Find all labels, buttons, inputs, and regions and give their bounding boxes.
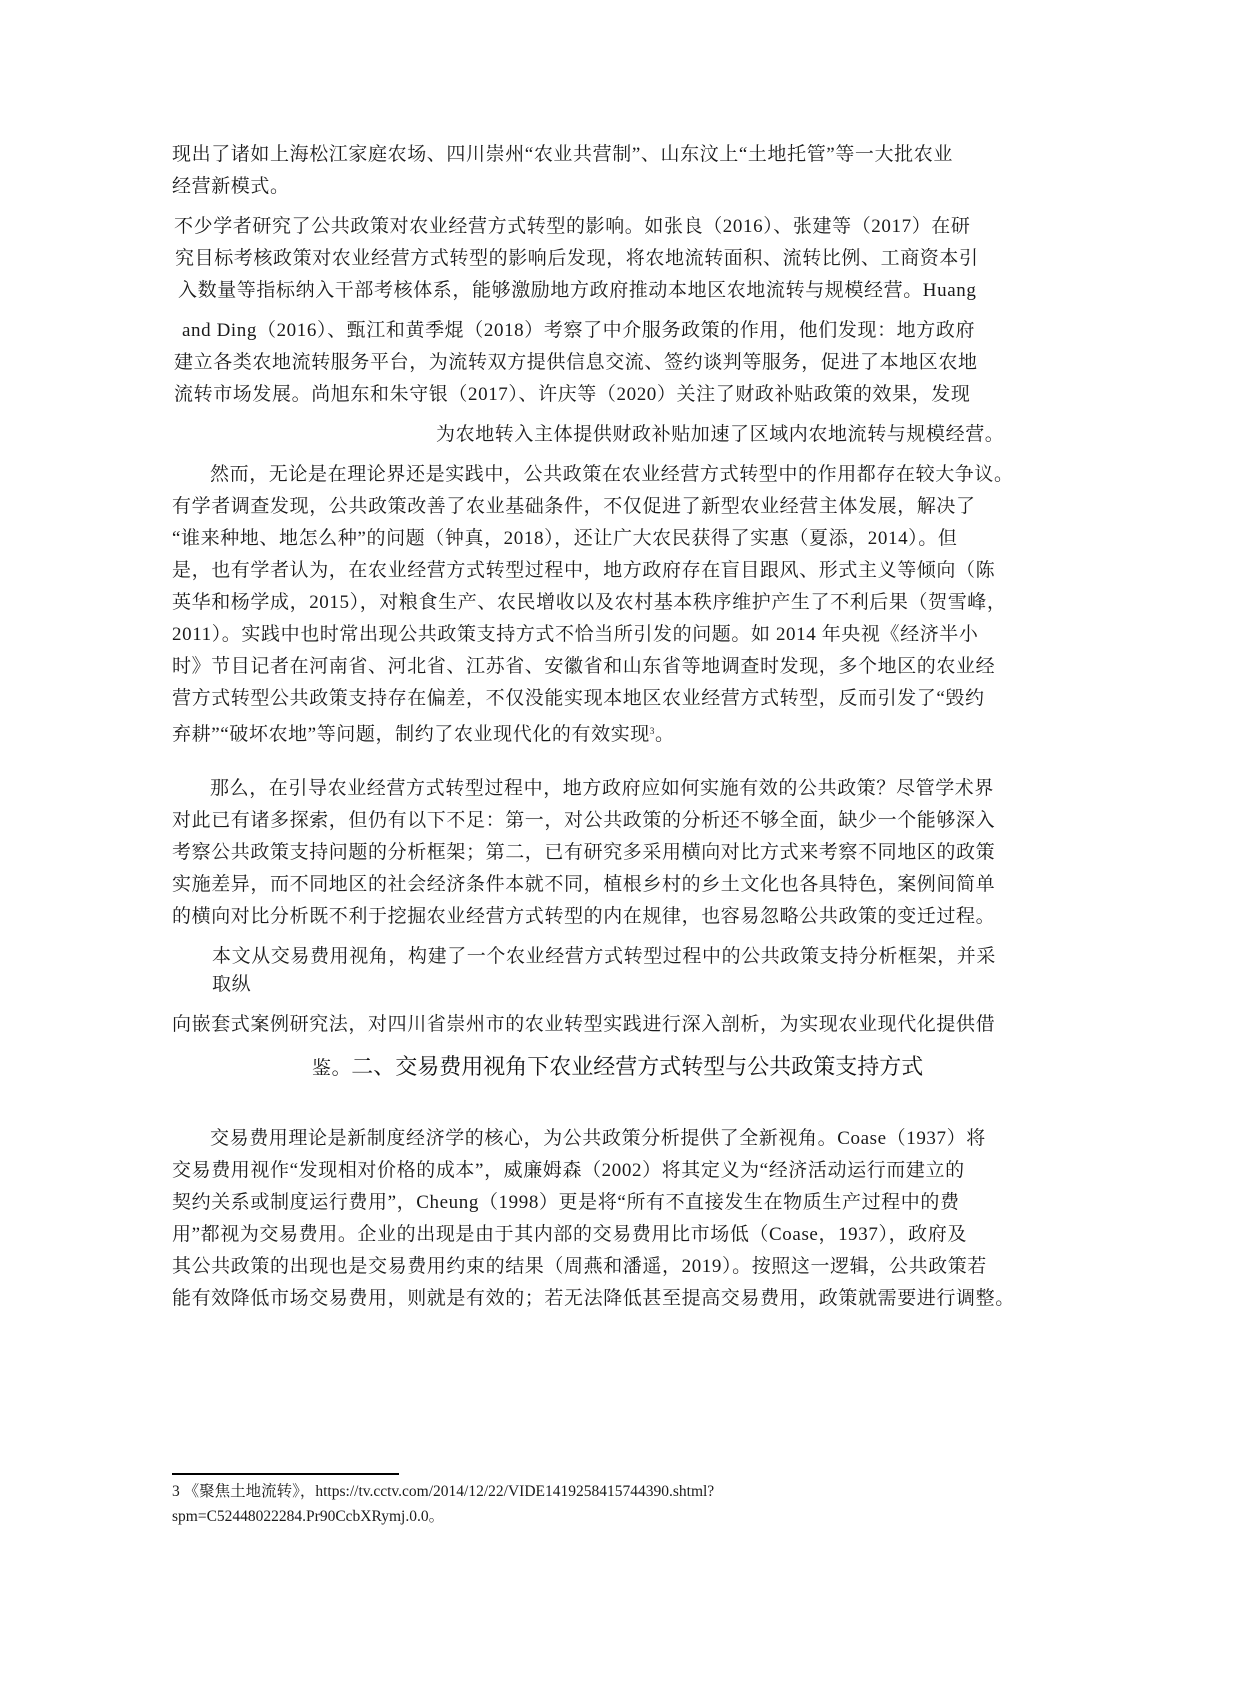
text-line (212, 941, 996, 973)
text-line-content: 为农地转入主体提供财政补贴加速了区域内农地流转与规模经营。 (436, 424, 1005, 445)
text-line (172, 1009, 995, 1041)
text-line (178, 275, 976, 307)
text-line-content: 英华和杨学成，2015），对粮食生产、农民增收以及农村基本秩序维护产生了不利后果（贺雪峰， (172, 592, 1007, 613)
text-line (172, 555, 995, 587)
footnote-line-1: 3 《聚焦土地流转》，https://tv.cctv.com/2014/12/22/VIDE1419258415744390.shtml? (172, 1483, 715, 1500)
footnote-divider (172, 1473, 399, 1475)
text-line-content: 是，也有学者认为，在农业经营方式转型过程中，地方政府存在盲目跟风、形式主义等倾向（陈 (172, 560, 996, 581)
text-line-content: 弃耕”“破坏农地”等问题，制约了农业现代化的有效实现 (172, 724, 650, 745)
text-line (172, 651, 995, 683)
text-line-content: 2011）。实践中也时常出现公共政策支持方式不恰当所引发的问题。如 2014 年央视《经济半小 (172, 624, 979, 645)
text-line-content: 然而，无论是在理论界还是实践中，公共政策在农业经营方式转型中的作用都存在较大争议。 (210, 464, 1014, 485)
heading-lead-text: 鉴。 (312, 1058, 352, 1079)
text-line (172, 587, 1007, 619)
text-line-content: 实施差异，而不同地区的社会经济条件本就不同，植根乡村的乡土文化也各具特色，案例间简单 (172, 874, 996, 895)
text-line (172, 837, 995, 869)
text-line (175, 243, 979, 275)
text-line (210, 1123, 986, 1155)
text-line (172, 869, 995, 901)
text-line (172, 715, 675, 751)
text-line-content: 不少学者研究了公共政策对农业经营方式转型的影响。如张良（2016）、张建等（2017）在研 (174, 216, 971, 237)
text-line (172, 1251, 987, 1283)
text-line-content: 究目标考核政策对农业经营方式转型的影响后发现，将农地流转面积、流转比例、工商资本引 (175, 248, 979, 269)
text-line (174, 379, 971, 411)
text-line-content: 经营新模式。 (172, 176, 290, 197)
footnote-ref[interactable]: 3 (649, 726, 656, 736)
text-line (182, 315, 975, 347)
section-title: 二、交易费用视角下农业经营方式转型与公共政策支持方式 (351, 1055, 924, 1080)
text-line-content: “谁来种地、地怎么种”的问题（钟真，2018），还让广大农民获得了实惠（夏添，2014）。但 (172, 528, 958, 549)
text-line (210, 773, 994, 805)
text-line (436, 419, 1004, 451)
text-line (172, 901, 995, 933)
text-line-content: 那么，在引导农业经营方式转型过程中，地方政府应如何实施有效的公共政策？尽管学术界 (210, 778, 995, 799)
text-line (172, 171, 290, 203)
footnote-line-2: spm=C52448022284.Pr90CcbXRymj.0.0。 (172, 1508, 445, 1525)
text-line (172, 805, 995, 837)
text-line (174, 347, 978, 379)
text-line-content: 其公共政策的出现也是交易费用约束的结果（周燕和潘遥，2019）。按照这一逻辑，公共政策若 (172, 1256, 987, 1277)
text-line (172, 139, 953, 171)
text-line-content: 流转市场发展。尚旭东和朱守银（2017）、许庆等（2020）关注了财政补贴政策的效果，发现 (174, 384, 971, 405)
text-line (174, 211, 971, 243)
text-line-content: 取纵 (212, 974, 252, 995)
text-line-content: 交易费用视作“发现相对价格的成本”，威廉姆森（2002）将其定义为“经济活动运行而建立的 (172, 1160, 965, 1181)
text-line (172, 619, 979, 651)
text-line (172, 683, 985, 715)
text-line (172, 1283, 1015, 1315)
text-line-content: 交易费用理论是新制度经济学的核心，为公共政策分析提供了全新视角。Coase（1937）将 (210, 1128, 986, 1149)
text-line-content: 向嵌套式案例研究法，对四川省崇州市的农业转型实践进行深入剖析，为实现农业现代化提供借 (172, 1014, 996, 1035)
text-line-content: 本文从交易费用视角，构建了一个农业经营方式转型过程中的公共政策支持分析框架，并采 (212, 946, 997, 967)
text-line-tail: 。 (655, 724, 675, 745)
text-line-content: 的横向对比分析既不利于挖掘农业经营方式转型的内在规律，也容易忽略公共政策的变迁过程。 (172, 906, 996, 927)
text-line-content: 现出了诸如上海松江家庭农场、四川崇州“农业共营制”、山东汶上“土地托管”等一大批农业 (172, 144, 953, 165)
text-line (172, 523, 957, 555)
text-line-content: 对此已有诸多探索，但仍有以下不足：第一，对公共政策的分析还不够全面，缺少一个能够深入 (172, 810, 996, 831)
text-line-content: 营方式转型公共政策支持存在偏差，不仅没能实现本地区农业经营方式转型，反而引发了“毁约 (172, 688, 985, 709)
text-line-content: 建立各类农地流转服务平台，为流转双方提供信息交流、签约谈判等服务，促进了本地区农地 (174, 352, 978, 373)
section-heading (312, 1050, 923, 1081)
text-line-content: and Ding（2016）、甄江和黄季焜（2018）考察了中介服务政策的作用，他们发现：地方政府 (182, 320, 976, 341)
text-line (172, 491, 976, 523)
text-line-content: 能有效降低市场交易费用，则就是有效的；若无法降低甚至提高交易费用，政策就需要进行调整。 (172, 1288, 1015, 1309)
text-line (172, 1155, 965, 1187)
text-line (172, 1219, 967, 1251)
text-line (212, 969, 251, 1001)
text-line-content: 考察公共政策支持问题的分析框架；第二，已有研究多采用横向对比方式来考察不同地区的政策 (172, 842, 996, 863)
text-line (172, 1187, 960, 1219)
text-line-content: 时》节目记者在河南省、河北省、江苏省、安徽省和山东省等地调查时发现，多个地区的农业经 (172, 656, 996, 677)
text-line-content: 契约关系或制度运行费用”，Cheung（1998）更是将“所有不直接发生在物质生产过程中的费 (172, 1192, 960, 1213)
text-line (210, 459, 1014, 491)
text-line-content: 入数量等指标纳入干部考核体系，能够激励地方政府推动本地区农地流转与规模经营。Huang (178, 280, 977, 301)
text-line-content: 有学者调查发现，公共政策改善了农业基础条件，不仅促进了新型农业经营主体发展，解决了 (172, 496, 976, 517)
text-line-content: 用”都视为交易费用。企业的出现是由于其内部的交易费用比市场低（Coase，1937），政府及 (172, 1224, 967, 1245)
